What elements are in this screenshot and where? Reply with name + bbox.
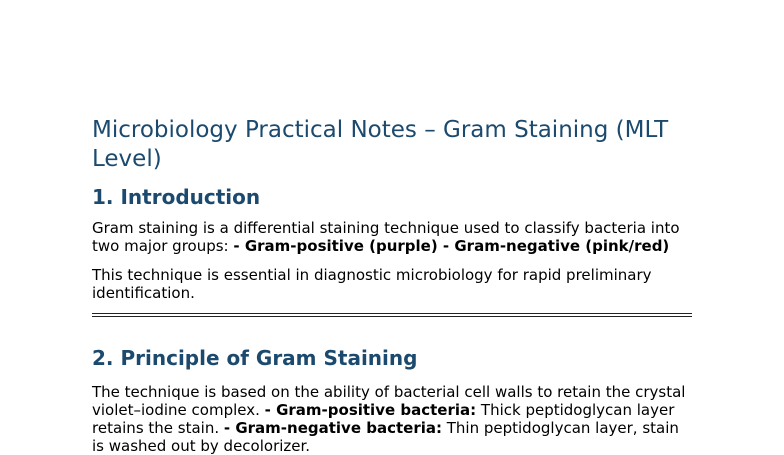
section-heading-principle: 2. Principle of Gram Staining xyxy=(92,346,418,370)
principle-text-2: Thick peptidoglycan layer retains the stain. xyxy=(92,401,675,437)
gram-negative-bold-label: - Gram-negative bacteria: xyxy=(223,419,442,437)
section-spacer xyxy=(92,317,692,345)
document-title: Microbiology Practical Notes – Gram Staining (MLT Level) xyxy=(92,117,669,172)
document-page xyxy=(92,116,692,455)
gram-groups-bold-text: - Gram-positive (purple) - Gram-negative (pink/red) xyxy=(233,237,670,255)
intro-paragraph-text: Gram staining is a differential staining technique used to classify bacteria into two major groups: xyxy=(92,219,680,255)
gram-positive-bold-label: - Gram-positive bacteria: xyxy=(264,401,477,419)
section-heading-introduction: 1. Introduction xyxy=(92,185,261,209)
intro-paragraph-2: This technique is essential in diagnostic microbiology for rapid preliminary identification. xyxy=(92,266,652,302)
principle-text-1: The technique is based on the ability of bacterial cell walls to retain the crystal violet–iodine complex. xyxy=(92,383,686,419)
principle-text-3: Thin peptidoglycan layer, stain is washed out by decolorizer. xyxy=(92,419,679,455)
principle-paragraph xyxy=(92,383,692,455)
intro-paragraph xyxy=(92,219,692,255)
